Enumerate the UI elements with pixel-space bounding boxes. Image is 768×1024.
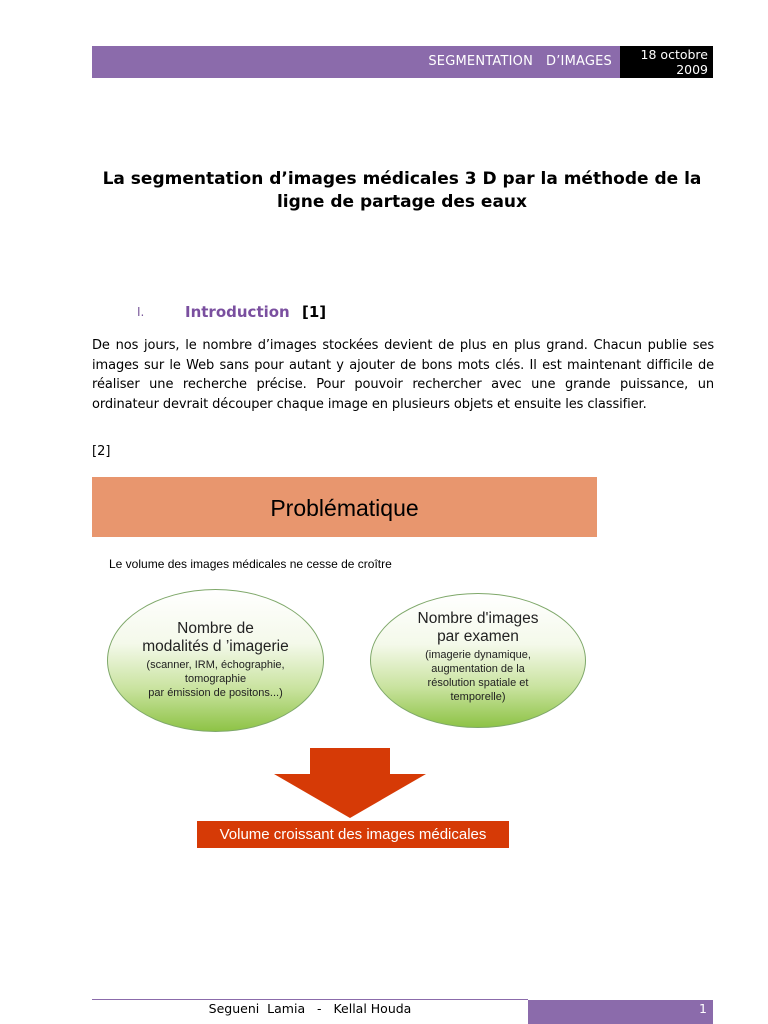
images-per-exam-details: (imagerie dynamique, augmentation de la résolution spatiale et temporelle) (425, 649, 531, 703)
header-title: SEGMENTATION D’IMAGES (428, 54, 612, 69)
figure-subtitle: Le volume des images médicales ne cesse de croître (109, 557, 392, 571)
section-heading (92, 303, 712, 323)
modalities-heading: Nombre de modalités d ’imagerie (142, 620, 289, 655)
page-number: 1 (699, 1001, 707, 1016)
images-per-exam-ellipse (370, 593, 586, 728)
header-date-line1: 18 octobre (640, 47, 708, 62)
down-arrow-icon (274, 748, 426, 818)
header-date (620, 46, 713, 78)
modalities-ellipse (107, 589, 324, 732)
section-reference: [1] (302, 303, 327, 321)
figure-reference: [2] (92, 444, 111, 459)
section-number: I. (137, 305, 145, 319)
modalities-details: (scanner, IRM, échographie, tomographie par émission de positons...) (146, 659, 285, 699)
document-title: La segmentation d’images médicales 3 D par la méthode de la ligne de partage des eaux (102, 169, 702, 212)
header-date-line2: 2009 (676, 62, 708, 77)
result-box: Volume croissant des images médicales (197, 821, 509, 848)
images-per-exam-heading: Nombre d'images par examen (417, 610, 539, 645)
problematique-figure (92, 476, 598, 856)
section-title: Introduction (185, 303, 290, 321)
figure-title: Problématique (92, 477, 597, 537)
intro-paragraph: De nos jours, le nombre d’images stockées devient de plus en plus grand. Chacun publie ses images sur le Web sans pour autant y ajouter de bons mots clés. Il est maintenant difficile de réaliser une recherche précise. Pour pouvoir rechercher avec une grande puissance, un ordinateur devrait découper chaque image en plusieurs objets et ensuite les classifier. (92, 338, 714, 412)
footer-authors: Segueni Lamia - Kellal Houda (208, 1001, 412, 1016)
